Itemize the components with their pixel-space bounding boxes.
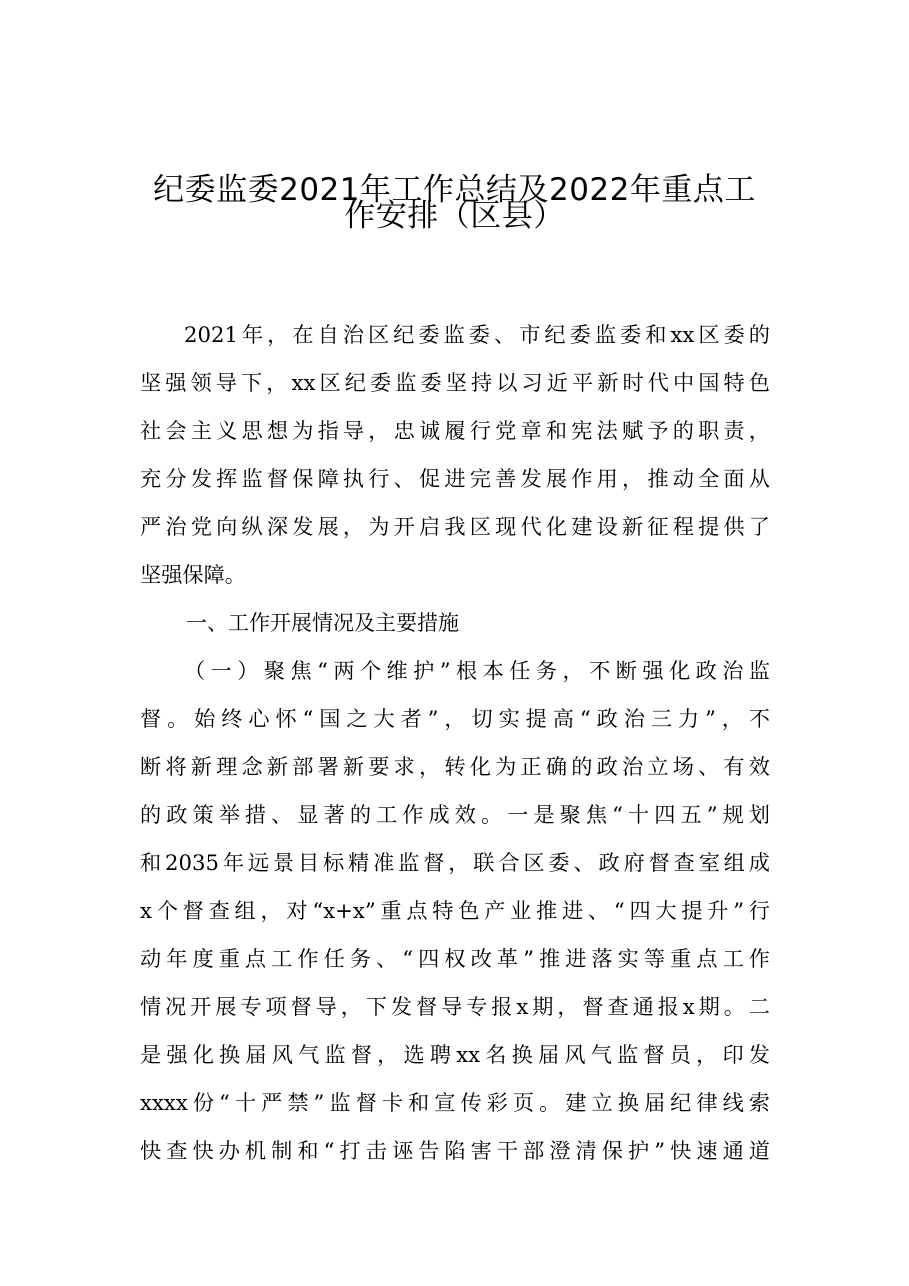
document-title-line-1: 纪委监委2021年工作总结及2022年重点工 [153, 172, 756, 208]
section-line-11: 快查快办机制和“打击诬告陷害干部澄清保护”快速通道 [140, 1138, 770, 1163]
section-line-5: 和2035年远景目标精准监督，联合区委、政府督查室组成 [140, 850, 770, 875]
intro-line-3: 社会主义思想为指导，忠诚履行党章和宪法赋予的职责， [140, 418, 770, 443]
intro-line-5: 严治党向纵深发展，为开启我区现代化建设新征程提供了 [140, 514, 770, 539]
section-line-3: 断将新理念新部署新要求，转化为正确的政治立场、有效 [140, 754, 770, 779]
section-line-4: 的政策举措、显著的工作成效。一是聚焦“十四五”规划 [140, 802, 770, 827]
section-line-10: xxxx份“十严禁”监督卡和宣传彩页。建立换届纪律线索 [140, 1090, 770, 1115]
section-line-7: 动年度重点工作任务、“四权改革”推进落实等重点工作 [140, 946, 770, 971]
intro-line-6: 坚强保障。 [140, 562, 246, 587]
section-heading: 一、工作开展情况及主要措施 [186, 611, 459, 635]
section-line-9: 是强化换届风气监督，选聘xx名换届风气监督员，印发 [140, 1042, 770, 1067]
intro-line-1: 2021年，在自治区纪委监委、市纪委监委和xx区委的 [184, 322, 770, 347]
section-line-2: 督。始终心怀“国之大者”，切实提高“政治三力”，不 [140, 706, 770, 731]
document-title-line-2: 作安排（区县） [344, 198, 565, 234]
intro-line-4: 充分发挥监督保障执行、促进完善发展作用，推动全面从 [140, 466, 770, 491]
section-line-8: 情况开展专项督导，下发督导专报x期，督查通报x期。二 [140, 994, 770, 1019]
section-line-1: （一）聚焦“两个维护”根本任务，不断强化政治监 [184, 658, 770, 683]
intro-line-2: 坚强领导下，xx区纪委监委坚持以习近平新时代中国特色 [140, 370, 770, 395]
section-line-6: x个督查组，对“x+x”重点特色产业推进、“四大提升”行 [140, 898, 770, 923]
